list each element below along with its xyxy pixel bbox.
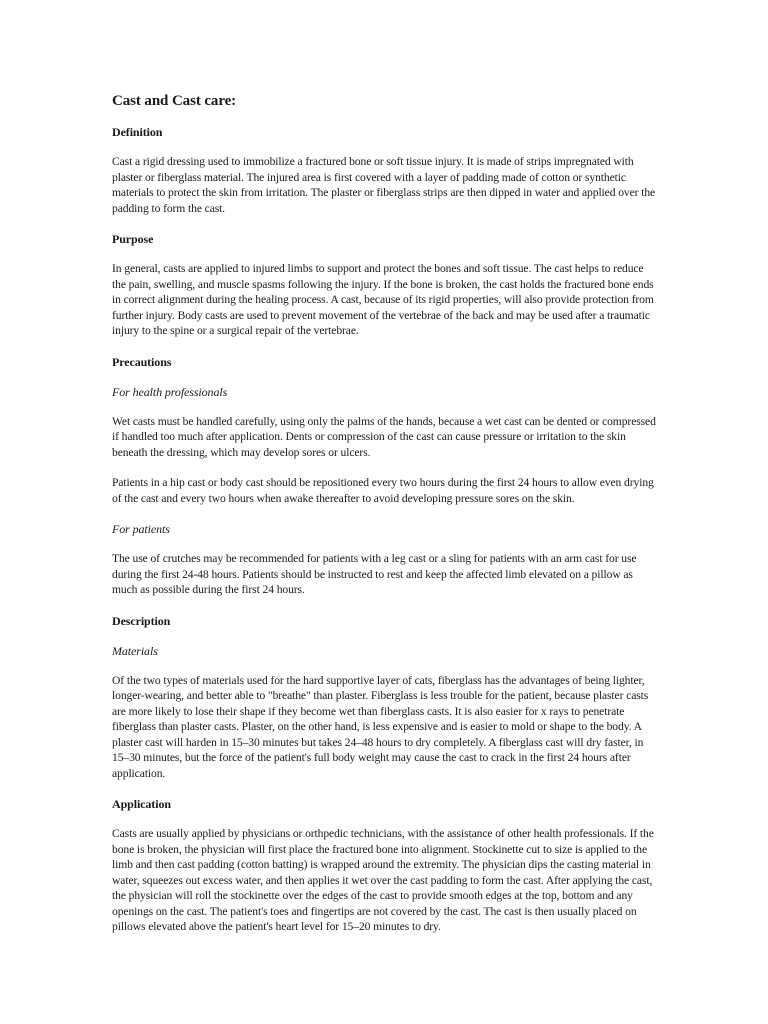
precautions-paragraph-wet-casts: Wet casts must be handled carefully, using only the palms of the hands, because a wet cast can be dented or compressed if handled too much after application. Dents or compression of the cast can cause pressure or irritation to the skin beneath the dressing, which may develop sores or ulcers.: [112, 414, 656, 459]
purpose-paragraph: In general, casts are applied to injured limbs to support and protect the bones and soft tissue. The cast helps to reduce the pain, swelling, and muscle spasms following the injury. If the bone is broken, the cast holds the fractured bone ends in correct alignment during the healing process. A cast, because of its rigid properties, will also provide protection from further injury. Body casts are used to prevent movement of the vertebrae of the back and may be used after a traumatic injury to the spine or a surgical repair of the vertebrae.: [112, 262, 654, 337]
precautions-paragraph-crutches: The use of crutches may be recommended for patients with a leg cast or a sling for patients with an arm cast for use during the first 24-48 hours. Patients should be instructed to rest and keep the affected limb elevated on a pillow as much as possible during the first 24 hours.: [112, 552, 637, 596]
materials-paragraph: Of the two types of materials used for the hard supportive layer of cats, fiberglass has the advantages of being lighter, longer-wearing, and better able to "breathe" than plaster. Fiberglass is less trouble for the patient, because plaster casts are more likely to lose their shape if they become wet than fiberglass casts. It is also easier for x rays to penetrate fiberglass than plaster casts. Plaster, on the other hand, is less expensive and is easier to mold or shape to the body. A plaster cast will harden in 15–30 minutes but takes 24–48 hours to dry completely. A fiberglass cast will dry faster, in 15–30 minutes, but the force of the patient's full body weight may cause the cast to crack in the first 24 hours after application.: [112, 673, 649, 780]
precautions-paragraph-repositioning: Patients in a hip cast or body cast should be repositioned every two hours during the first 24 hours to allow even drying of the cast and every two hours when awake thereafter to avoid developing pressure sores on the skin.: [112, 476, 654, 505]
document-body: [112, 86, 657, 950]
purpose-heading: Purpose: [112, 232, 154, 246]
page-title: Cast and Cast care:: [112, 93, 237, 109]
precautions-health-professionals-subheading: For health professionals: [112, 384, 228, 399]
application-heading: Application: [112, 797, 171, 811]
definition-paragraph: Cast a rigid dressing used to immobilize a fractured bone or soft tissue injury. It is made of strips impregnated with plaster or fiberglass material. The injured area is first covered with a layer of padding made of cotton or synthetic materials to protect the skin from irritation. The plaster or fiberglass strips are then dipped in water and applied over the padding to form the cast.: [112, 155, 656, 215]
precautions-heading: Precautions: [112, 354, 172, 369]
materials-subheading: Materials: [112, 643, 158, 658]
definition-heading: Definition: [112, 125, 163, 139]
application-paragraph: Casts are usually applied by physicians or orthpedic technicians, with the assistance of other health professionals. If the bone is broken, the physician will first place the fractured bone into alignment. Stockinette cut to size is applied to the limb and then cast padding (cotton batting) is wrapped around the extremity. The physician dips the casting material in water, squeezes out excess water, and then applies it wet over the cast padding to form the cast. After applying the cast, the physician will roll the stockinette over the edges of the cast to provide smooth edges at the top, bottom and any openings on the cast. The patient's toes and fingertips are not covered by the cast. The cast is then usually placed on pillows elevated above the patient's heart level for 15–20 minutes to dry.: [112, 827, 654, 933]
description-heading: Description: [112, 613, 171, 628]
precautions-patients-subheading: For patients: [112, 522, 170, 536]
